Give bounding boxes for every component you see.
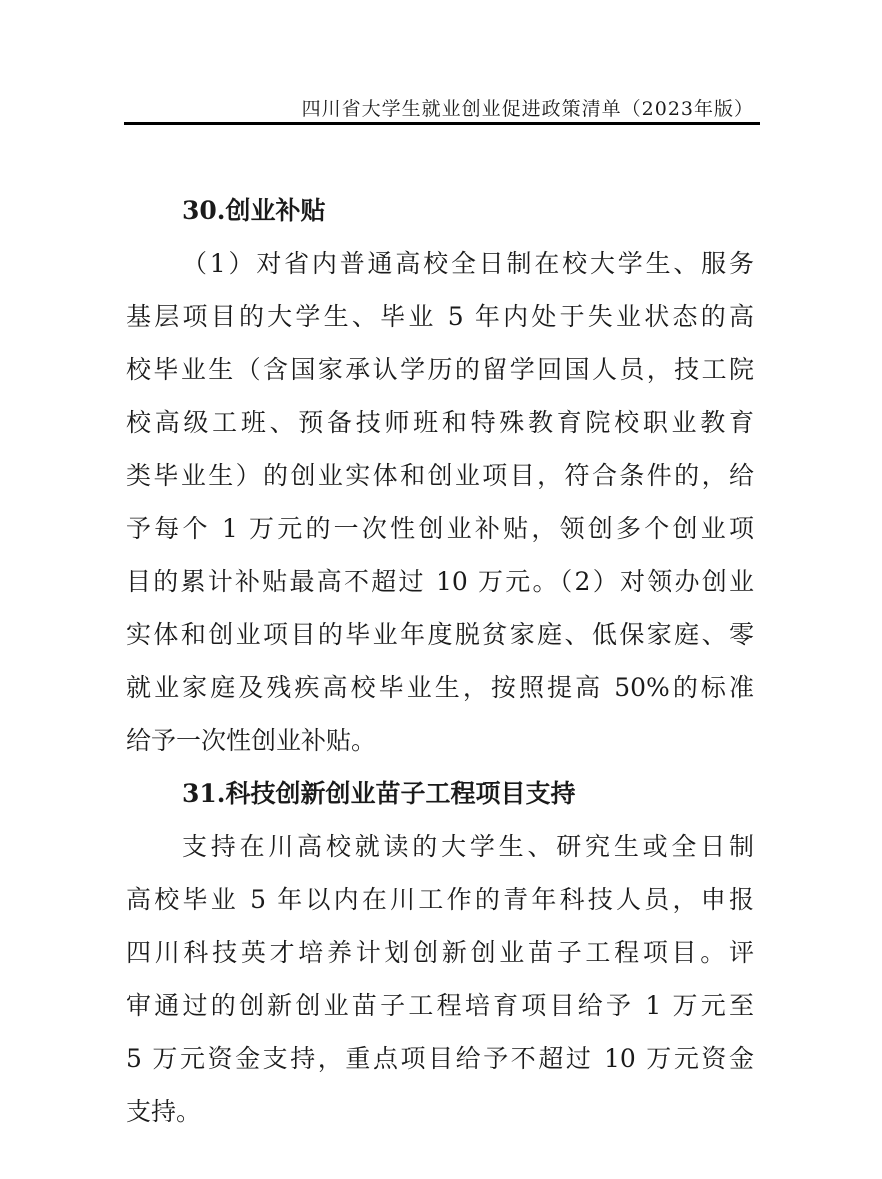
paragraph-line: （1）对省内普通高校全日制在校大学生、服务 xyxy=(182,249,754,278)
paragraph-line: 审通过的创新创业苗子工程培育项目给予 1 万元至 xyxy=(126,991,754,1020)
paragraph-line: 目的累计补贴最高不超过 10 万元。（2）对领办创业 xyxy=(126,567,754,596)
header-title: 四川省大学生就业创业促进政策清单（2023年版） xyxy=(301,98,754,120)
paragraph-line: 5 万元资金支持，重点项目给予不超过 10 万元资金 xyxy=(126,1044,754,1073)
section-startup-subsidy xyxy=(126,184,754,767)
section-heading: 30.创业补贴 xyxy=(182,196,326,225)
paragraph-line: 支持。 xyxy=(126,1097,202,1126)
page-header xyxy=(124,92,760,128)
header-divider xyxy=(124,122,760,125)
paragraph-line: 予每个 1 万元的一次性创业补贴，领创多个创业项 xyxy=(126,514,754,543)
paragraph-line: 校高级工班、预备技师班和特殊教育院校职业教育 xyxy=(126,408,754,437)
paragraph-line: 四川科技英才培养计划创新创业苗子工程项目。评 xyxy=(126,938,754,967)
paragraph-line: 校毕业生（含国家承认学历的留学回国人员，技工院 xyxy=(126,355,754,384)
paragraph-line: 就业家庭及残疾高校毕业生，按照提高 50%的标准 xyxy=(126,673,754,702)
paragraph-line: 基层项目的大学生、毕业 5 年内处于失业状态的高 xyxy=(126,302,754,331)
section-sprout-project xyxy=(126,767,754,1138)
document-body xyxy=(126,184,754,1138)
paragraph-line: 给予一次性创业补贴。 xyxy=(126,726,377,755)
paragraph-line: 支持在川高校就读的大学生、研究生或全日制 xyxy=(182,832,754,861)
section-heading: 31.科技创新创业苗子工程项目支持 xyxy=(182,779,576,808)
paragraph-line: 实体和创业项目的毕业年度脱贫家庭、低保家庭、零 xyxy=(126,620,754,649)
paragraph-line: 类毕业生）的创业实体和创业项目，符合条件的，给 xyxy=(126,461,754,490)
paragraph-line: 高校毕业 5 年以内在川工作的青年科技人员，申报 xyxy=(126,885,754,914)
